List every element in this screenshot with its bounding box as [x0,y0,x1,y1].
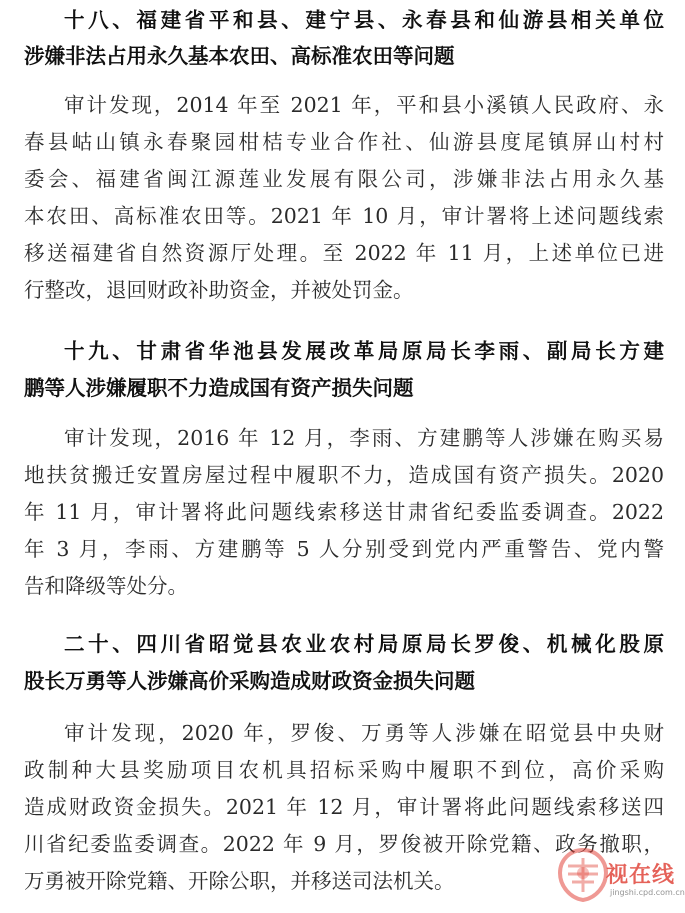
watermark [540,838,685,913]
watermark-url: jingshi.cpd.com.cn [610,888,685,897]
section-19-paragraph-line-4: 年 3 月，李雨、方建鹏等 5 人分别受到党内严重警告、党内警 [24,537,664,561]
section-18-paragraph-line-3: 委会、福建省闽江源莲业发展有限公司，涉嫌非法占用永久基 [24,167,664,191]
section-18-paragraph-line-1: 审计发现，2014 年至 2021 年，平和县小溪镇人民政府、永 [64,93,664,117]
section-18-heading-line-1: 十八、福建省平和县、建宁县、永春县和仙游县相关单位 [64,8,664,32]
watermark-name: 视在线 [606,863,676,888]
section-19-heading-line-2: 鹏等人涉嫌履职不力造成国有资产损失问题 [24,376,414,400]
section-18-paragraph-line-2: 春县岵山镇永春聚园柑桔专业合作社、仙游县度尾镇屏山村村 [24,130,664,154]
section-20-heading-line-1: 二十、四川省昭觉县农业农村局原局长罗俊、机械化股原 [64,632,664,656]
section-19-heading-line-1: 十九、甘肃省华池县发展改革局原局长李雨、副局长方建 [64,339,664,363]
police-seal-icon [552,844,614,906]
section-19-paragraph-line-1: 审计发现，2016 年 12 月，李雨、方建鹏等人涉嫌在购买易 [64,426,664,450]
section-19-paragraph-line-2: 地扶贫搬迁安置房屋过程中履职不力，造成国有资产损失。2020 [24,463,664,487]
section-20-paragraph-line-1: 审计发现，2020 年，罗俊、万勇等人涉嫌在昭觉县中央财 [64,721,664,745]
section-18-paragraph-line-6: 行整改，退回财政补助资金，并被处罚金。 [24,278,414,302]
section-18-paragraph-line-4: 本农田、高标准农田等。2021 年 10 月，审计署将上述问题线索 [24,204,664,228]
section-20-paragraph-line-5: 万勇被开除党籍、开除公职，并移送司法机关。 [24,869,455,893]
section-20-heading-line-2: 股长万勇等人涉嫌高价采购造成财政资金损失问题 [24,669,475,693]
section-18-paragraph-line-5: 移送福建省自然资源厅处理。至 2022 年 11 月，上述单位已进 [24,241,664,265]
section-19-paragraph-line-5: 告和降级等处分。 [24,574,188,598]
section-19-paragraph-line-3: 年 11 月，审计署将此问题线索移送甘肃省纪委监委调查。2022 [24,500,664,524]
section-18-heading-line-2: 涉嫌非法占用永久基本农田、高标准农田等问题 [24,44,455,68]
section-20-paragraph-line-4: 川省纪委监委调查。2022 年 9 月，罗俊被开除党籍、政务撤职， [24,832,664,856]
section-20-paragraph-line-2: 政制种大县奖励项目农机具招标采购中履职不到位，高价采购 [24,758,664,782]
section-20-paragraph-line-3: 造成财政资金损失。2021 年 12 月，审计署将此问题线索移送四 [24,795,664,819]
